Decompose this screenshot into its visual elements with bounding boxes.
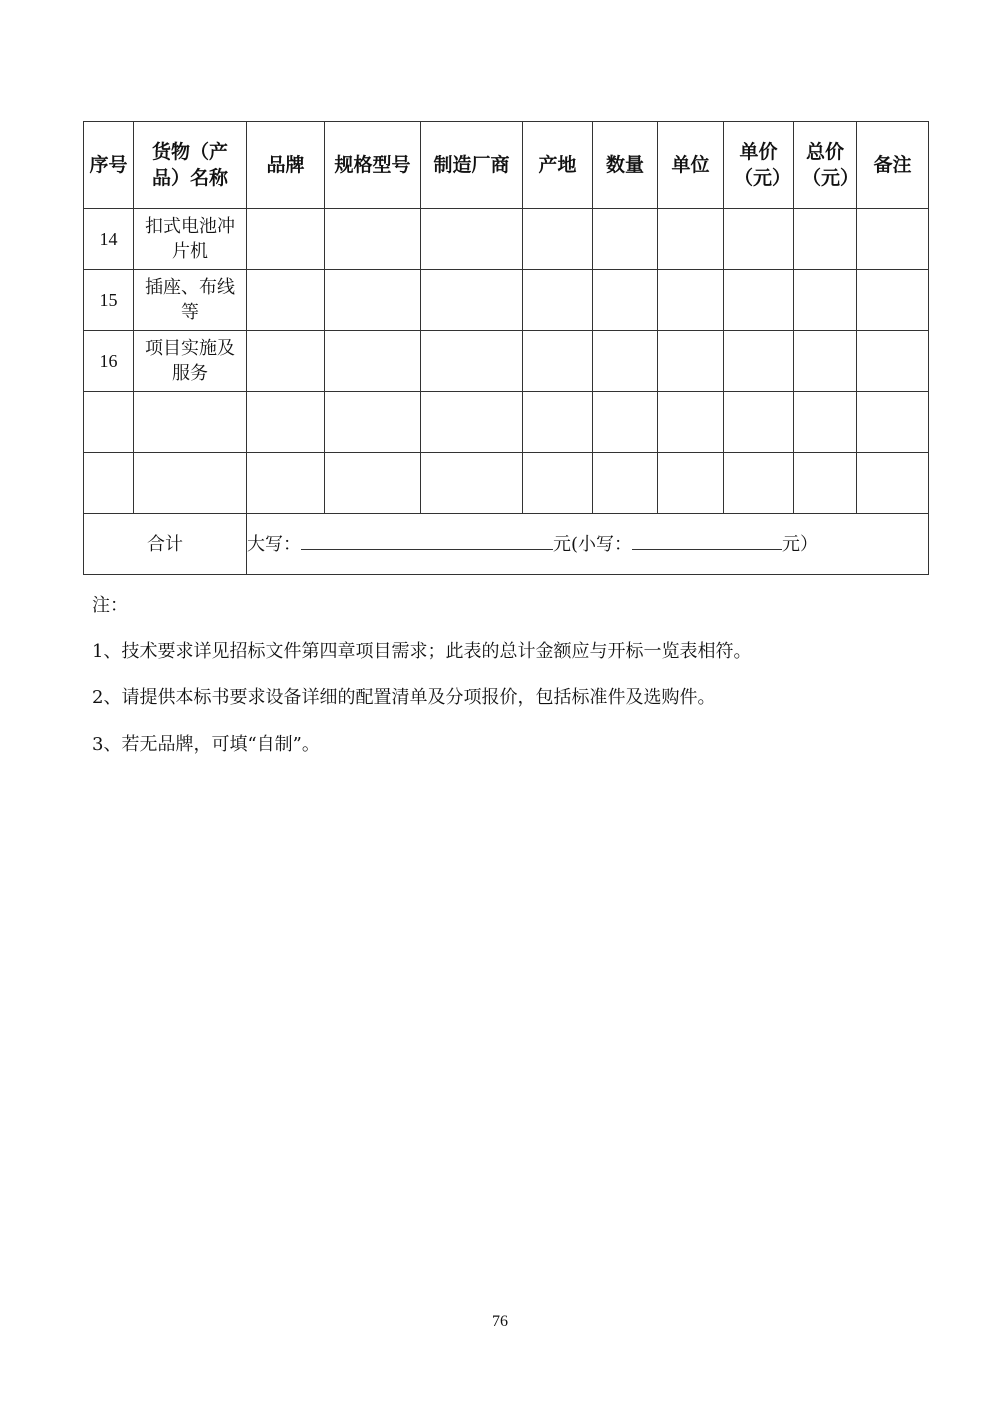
row-brand-cell[interactable] xyxy=(247,392,325,453)
row-quantity-cell[interactable] xyxy=(593,453,658,514)
row-total-price-cell[interactable] xyxy=(794,270,857,331)
row-goods-name[interactable] xyxy=(134,453,247,514)
row-seq: 14 xyxy=(84,209,134,270)
note-item: 3、若无品牌，可填“自制”。 xyxy=(92,734,320,755)
row-total-price-cell[interactable] xyxy=(794,331,857,392)
table-row xyxy=(84,209,929,270)
row-seq[interactable] xyxy=(84,392,134,453)
row-seq[interactable] xyxy=(84,453,134,514)
row-remarks-cell[interactable] xyxy=(857,453,929,514)
row-remarks-cell[interactable] xyxy=(857,392,929,453)
header-model: 规格型号 xyxy=(325,122,421,209)
row-seq: 16 xyxy=(84,331,134,392)
row-manufacturer-cell[interactable] xyxy=(421,209,523,270)
table-row xyxy=(84,453,929,514)
row-unit-cell[interactable] xyxy=(658,453,724,514)
row-origin-cell[interactable] xyxy=(523,331,593,392)
capital-amount-label: 大写： xyxy=(247,534,301,555)
table-row xyxy=(84,331,929,392)
row-origin-cell[interactable] xyxy=(523,209,593,270)
header-goods-name: 货物（产品）名称 xyxy=(134,122,247,209)
row-unit-cell[interactable] xyxy=(658,331,724,392)
row-remarks-cell[interactable] xyxy=(857,331,929,392)
header-origin: 产地 xyxy=(523,122,593,209)
header-unit-price: 单价（元） xyxy=(724,122,794,209)
row-manufacturer-cell[interactable] xyxy=(421,270,523,331)
row-brand-cell[interactable] xyxy=(247,331,325,392)
row-model-cell[interactable] xyxy=(325,270,421,331)
row-model-cell[interactable] xyxy=(325,392,421,453)
row-remarks-cell[interactable] xyxy=(857,270,929,331)
row-manufacturer-cell[interactable] xyxy=(421,331,523,392)
row-model-cell[interactable] xyxy=(325,453,421,514)
table-row xyxy=(84,270,929,331)
row-manufacturer-cell[interactable] xyxy=(421,392,523,453)
row-goods-name: 扣式电池冲片机 xyxy=(134,209,247,270)
row-unit-cell[interactable] xyxy=(658,209,724,270)
notes-title: 注： xyxy=(92,595,128,616)
row-unit-cell[interactable] xyxy=(658,392,724,453)
header-remarks: 备注 xyxy=(857,122,929,209)
header-unit: 单位 xyxy=(658,122,724,209)
row-unit-price-cell[interactable] xyxy=(724,453,794,514)
header-total-price: 总价（元） xyxy=(794,122,857,209)
row-total-price-cell[interactable] xyxy=(794,209,857,270)
row-total-price-cell[interactable] xyxy=(794,453,857,514)
total-label: 合计 xyxy=(84,514,247,575)
row-origin-cell[interactable] xyxy=(523,270,593,331)
row-quantity-cell[interactable] xyxy=(593,270,658,331)
row-unit-price-cell[interactable] xyxy=(724,392,794,453)
row-origin-cell[interactable] xyxy=(523,392,593,453)
lowercase-amount-label: 元(小写： xyxy=(553,534,633,555)
total-row xyxy=(84,514,929,575)
row-seq: 15 xyxy=(84,270,134,331)
row-unit-price-cell[interactable] xyxy=(724,209,794,270)
row-goods-name: 插座、布线等 xyxy=(134,270,247,331)
row-brand-cell[interactable] xyxy=(247,209,325,270)
row-model-cell[interactable] xyxy=(325,209,421,270)
row-goods-name[interactable] xyxy=(134,392,247,453)
yuan-close-label: 元） xyxy=(782,534,819,555)
row-brand-cell[interactable] xyxy=(247,453,325,514)
row-brand-cell[interactable] xyxy=(247,270,325,331)
row-unit-price-cell[interactable] xyxy=(724,270,794,331)
row-origin-cell[interactable] xyxy=(523,453,593,514)
note-item: 2、请提供本标书要求设备详细的配置清单及分项报价，包括标准件及选购件。 xyxy=(92,687,716,708)
header-quantity: 数量 xyxy=(593,122,658,209)
row-quantity-cell[interactable] xyxy=(593,331,658,392)
total-amount xyxy=(247,514,929,575)
row-model-cell[interactable] xyxy=(325,331,421,392)
row-manufacturer-cell[interactable] xyxy=(421,453,523,514)
row-remarks-cell[interactable] xyxy=(857,209,929,270)
row-unit-price-cell[interactable] xyxy=(724,331,794,392)
capital-amount-field[interactable] xyxy=(301,531,553,550)
row-goods-name: 项目实施及服务 xyxy=(134,331,247,392)
note-item: 1、技术要求详见招标文件第四章项目需求；此表的总计金额应与开标一览表相符。 xyxy=(92,641,752,662)
lowercase-amount-field[interactable] xyxy=(632,531,782,550)
row-quantity-cell[interactable] xyxy=(593,392,658,453)
row-unit-cell[interactable] xyxy=(658,270,724,331)
table-row xyxy=(84,392,929,453)
header-manufacturer: 制造厂商 xyxy=(421,122,523,209)
table-header-row xyxy=(84,122,929,209)
header-seq: 序号 xyxy=(84,122,134,209)
header-brand: 品牌 xyxy=(247,122,325,209)
price-table xyxy=(83,121,929,575)
row-total-price-cell[interactable] xyxy=(794,392,857,453)
row-quantity-cell[interactable] xyxy=(593,209,658,270)
page-number: 76 xyxy=(492,1313,508,1330)
